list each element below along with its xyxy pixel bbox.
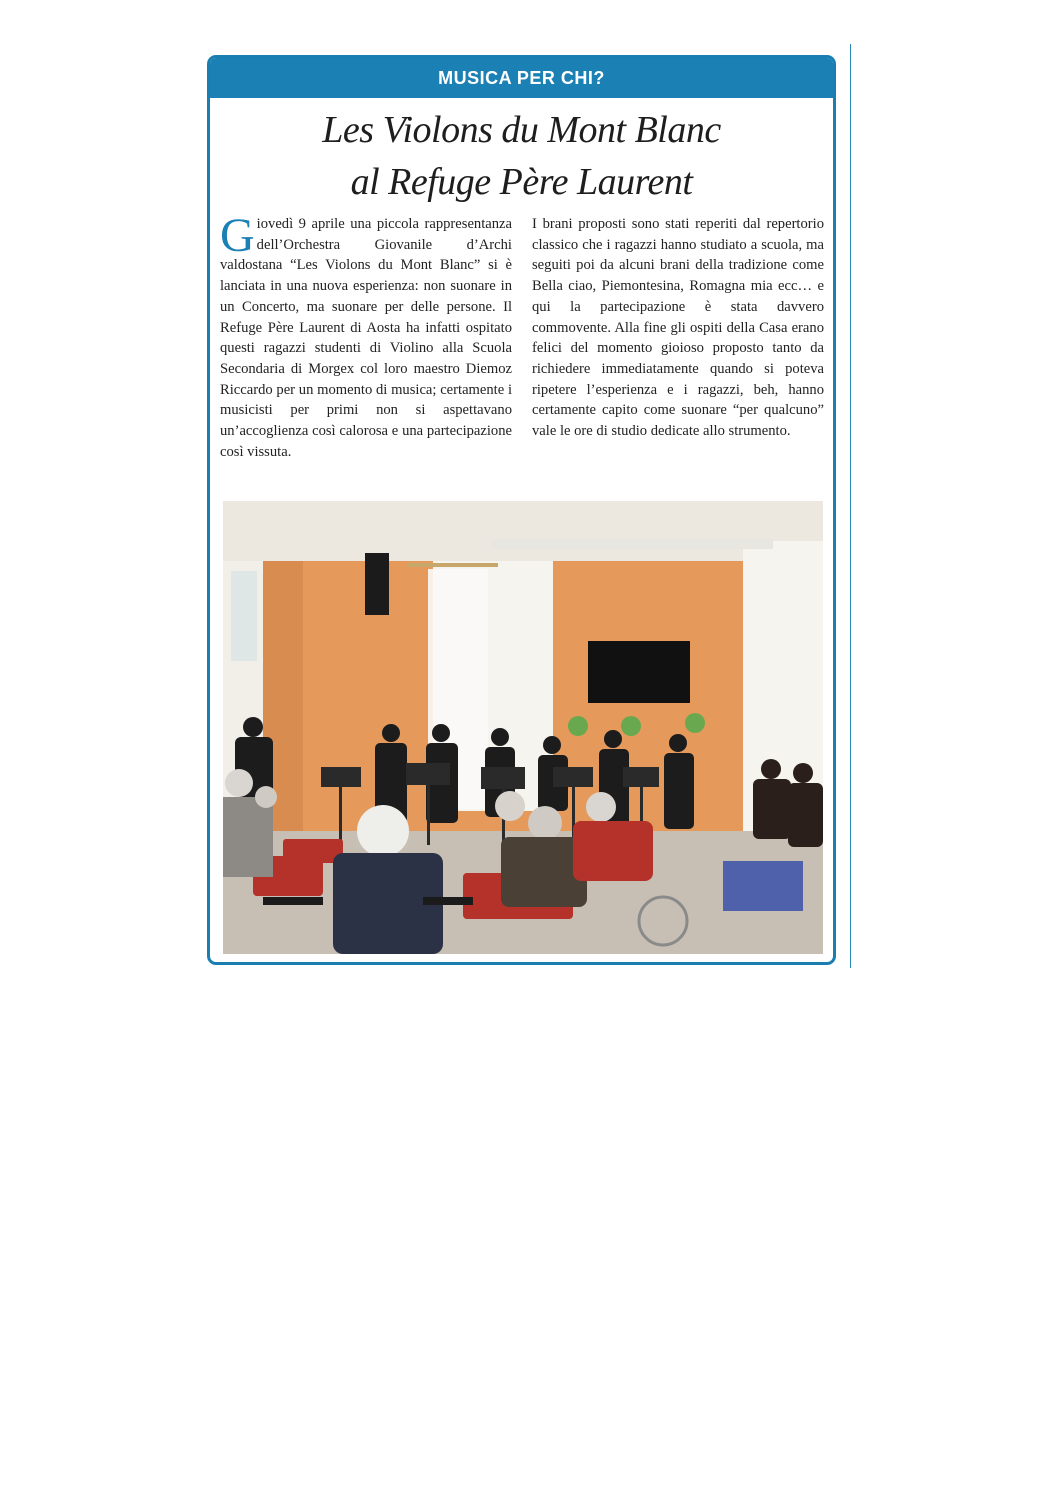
body-text-left: iovedì 9 aprile una piccola rappresentanza dell’Orchestra Giovanile d’Archi valdostana “Les Violons du Mont Blanc” si è lanciata in una nuova esperienza: non suonare in un Concerto, ma suonare per delle persone. Il Refuge Père Laurent di Aosta ha infatti ospitato questi ragazzi studenti di Violino alla Scuola Secondaria di Morgex col loro maestro Diemoz Riccardo per un momento di musica; certamente i musicisti per primi non si aspettavano un’accoglienza così calorosa e una partecipazione così vissuta. (220, 216, 512, 460)
article-title (210, 104, 833, 208)
concert-photo-icon (223, 501, 823, 954)
title-line-1: Les Violons du Mont Blanc (322, 109, 721, 151)
body-column-left (220, 209, 512, 462)
concert-photo (223, 501, 823, 954)
body-column-right: I brani proposti sono stati reperiti dal repertorio classico che i ragazzi hanno studiato a scuola, ma seguiti poi da alcuni brani della tradizione come Bella ciao, Piemontesina, Romagna mia ecc… e qui la partecipazione è stata davvero commovente. Alla fine gli ospiti della Casa erano felici del momento gioioso proposto tanto da richiedere immediatamente quando si poteva ripetere l’esperienza e i ragazzi, beh, hanno certamente capito come suonare “per qualcuno” vale le ore di studio dedicate allo strumento. (532, 216, 824, 440)
title-line-2: al Refuge Père Laurent (350, 161, 693, 203)
section-header: MUSICA PER CHI? (210, 58, 833, 98)
article-box (207, 55, 836, 965)
article-body (220, 209, 824, 496)
column-rule (850, 44, 851, 968)
drop-cap: G (220, 209, 255, 262)
